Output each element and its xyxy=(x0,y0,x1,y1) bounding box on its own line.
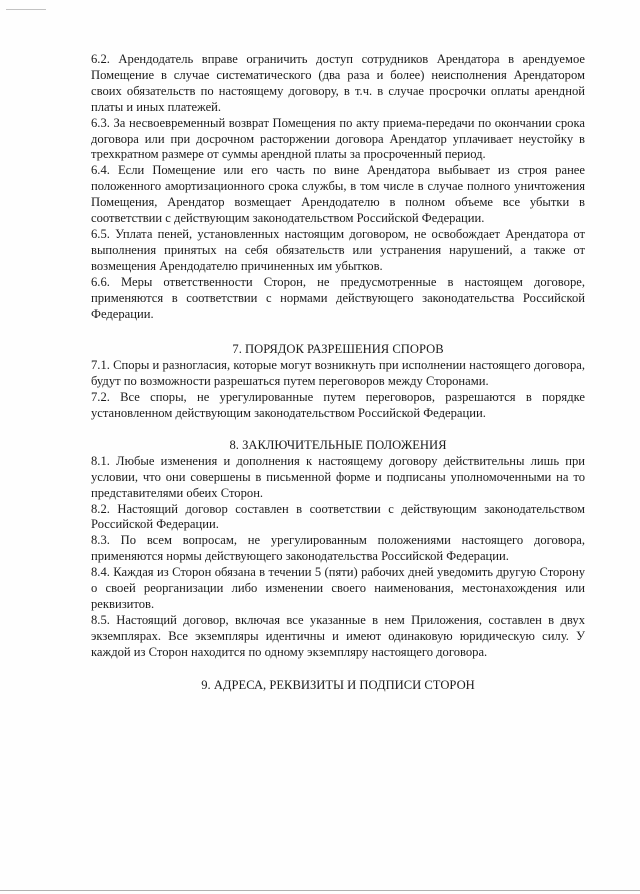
clause-7-2: 7.2. Все споры, не урегулированные путем переговоров, разрешаются в порядке установленном действующим законодательством Российской Федерации. xyxy=(91,390,585,421)
clause-8-1: 8.1. Любые изменения и дополнения к настоящему договору действительны лишь при условии, что они совершены в письменной форме и подписаны уполномоченными на то представителями обеих Сторон. xyxy=(91,453,585,500)
section-9-heading: 9. АДРЕСА, РЕКВИЗИТЫ И ПОДПИСИ СТОРОН xyxy=(201,677,475,692)
clause-6-2: 6.2. Арендодатель вправе ограничить доступ сотрудников Арендатора в арендуемое Помещение в случае систематического (два раза и более) неисполнения Арендатором своих обязательств по настоящему договору, в т.ч. в случае просрочки оплаты арендной платы и иных платежей. xyxy=(91,52,585,114)
clause-6-6: 6.6. Меры ответственности Сторон, не предусмотренные в настоящем договоре, применяются в соответствии с нормами действующего законодательства Российской Федерации. xyxy=(91,274,585,321)
clause-8-5: 8.5. Настоящий договор, включая все указанные в нем Приложения, составлен в двух экземплярах. Все экземпляры идентичны и имеют одинаковую юридическую силу. У каждой из Сторон находится по одному экземпляру настоящего договора. xyxy=(91,612,585,659)
clause-6-5: 6.5. Уплата пеней, установленных настоящим договором, не освобождает Арендатора от выполнения принятых на себя обязательств или устранения нарушений, а также от возмещения Арендодателю причиненных им убытков. xyxy=(91,226,585,273)
clause-8-4: 8.4. Каждая из Сторон обязана в течении 5 (пяти) рабочих дней уведомить другую Сторону о своей реорганизации либо изменении своего наименования, местонахождения или реквизитов. xyxy=(91,565,585,611)
document-body xyxy=(91,52,585,694)
clause-7-1: 7.1. Споры и разногласия, которые могут возникнуть при исполнении настоящего договора, будут по возможности разрешаться путем переговоров между Сторонами. xyxy=(91,358,585,389)
page-edge-line xyxy=(0,890,640,891)
clause-6-4: 6.4. Если Помещение или его часть по вине Арендатора выбывает из строя ранее положенного амортизационного срока службы, в том числе в случае полного уничтожения Помещения, Арендатор возмещает Арендодателю в полном объеме все убытки в соответствии с действующим законодательством Российской Федерации. xyxy=(91,163,585,226)
scan-mark xyxy=(6,9,46,10)
clause-8-3: 8.3. По всем вопросам, не урегулированным положениями настоящего договора, применяются нормы действующего законодательства Российской Федерации. xyxy=(91,533,585,564)
clause-6-3: 6.3. За несвоевременный возврат Помещения по акту приема-передачи по окончании срока договора или при досрочном расторжении договора Арендатор уплачивает неустойку в трехкратном размере от суммы арендной платы за просроченный период. xyxy=(91,115,585,162)
clause-8-2: 8.2. Настоящий договор составлен в соответствии с действующим законодательством Российской Федерации. xyxy=(91,501,585,532)
section-7-heading: 7. ПОРЯДОК РАЗРЕШЕНИЯ СПОРОВ xyxy=(232,342,444,357)
section-8-heading: 8. ЗАКЛЮЧИТЕЛЬНЫЕ ПОЛОЖЕНИЯ xyxy=(229,437,447,452)
